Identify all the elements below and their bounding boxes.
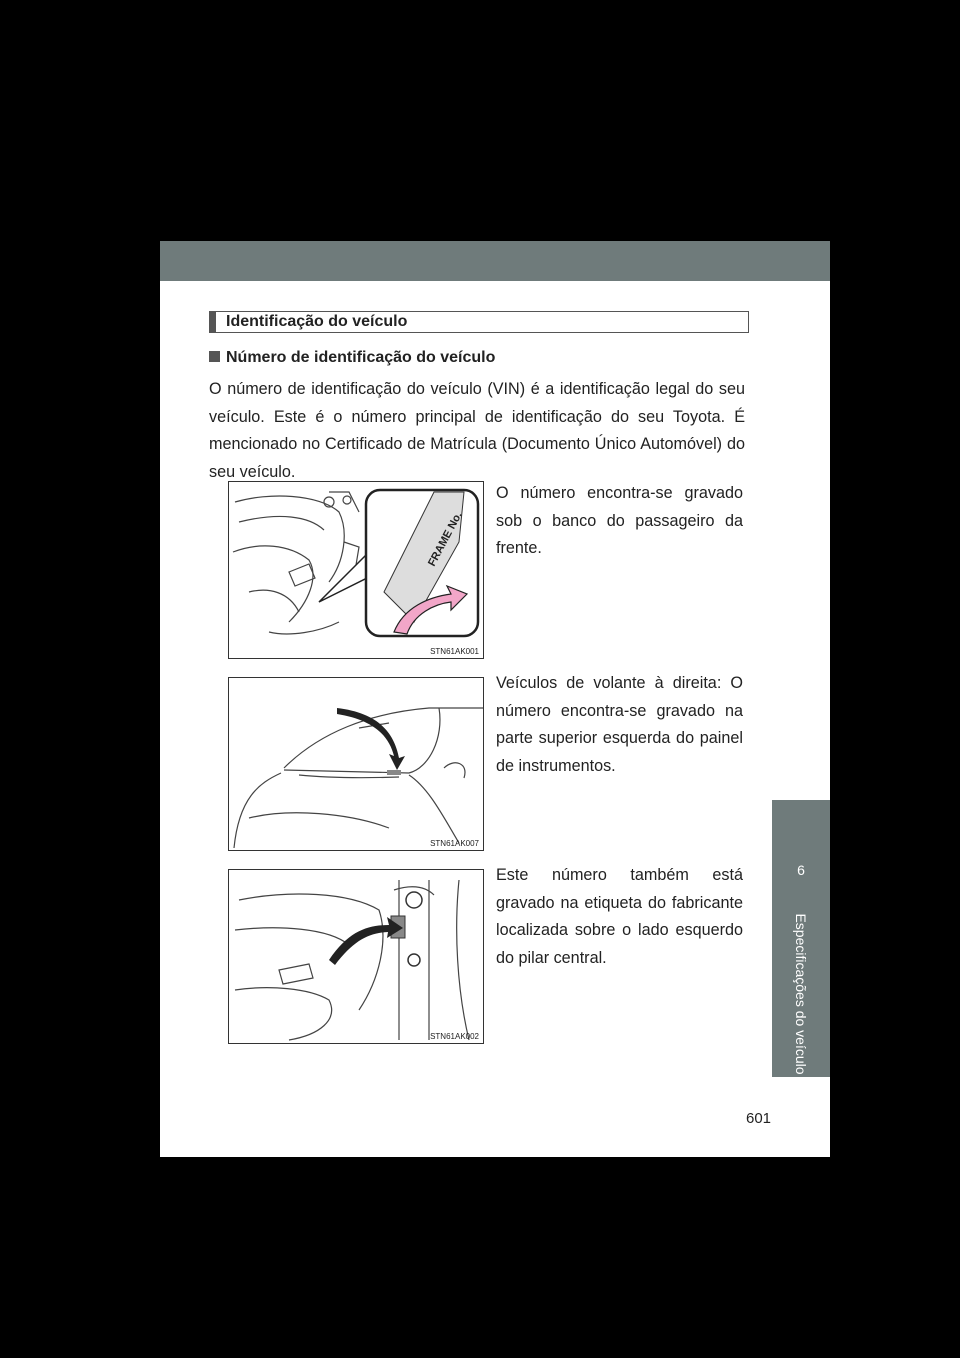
figure-code: STN61AK007 [430,839,479,848]
car-windshield-illustration [229,678,484,851]
pointer-arrow-icon [329,917,403,965]
subsection-title: Número de identificação do veículo [226,349,496,366]
figure-pillar [228,869,484,1044]
header-bar [160,241,830,281]
frame-no-label: FRAME No. [426,509,465,569]
page-number: 601 [746,1110,772,1127]
chapter-tab [772,800,830,1077]
figure-caption: O número encontra-se gravado sob o banco do passageiro da frente. [496,484,743,557]
section-title: Identificação do veículo [226,313,408,330]
figure-dashboard [228,677,484,851]
chapter-number: 6 [797,862,805,878]
pointer-arrow-icon [337,708,405,770]
figure-code: STN61AK001 [430,647,479,656]
square-bullet-icon [209,351,220,362]
chapter-title: Especificações do veículo [793,913,809,1075]
figure-code: STN61AK002 [430,1032,479,1041]
seat-illustration [229,482,484,659]
figure-caption: Veículos de volante à direita: O número encontra-se gravado na parte superior esquerda do painel de instrumentos. [496,674,743,775]
intro-paragraph: O número de identificação do veículo (VIN) é a identificação legal do seu veículo. Este é o número principal de identificação do seu Toyota. É mencionado no Certificado de Matrícula (Documento Único Automóvel) do seu veículo. [209,380,745,481]
section-heading [209,311,749,333]
section-heading-bar [210,312,216,332]
figure-caption: Este número também está gravado na etiqueta do fabricante localizada sobre o lado esquerdo do pilar central. [496,866,743,967]
pillar-illustration [229,870,484,1044]
figure-under-seat [228,481,484,659]
subsection-heading [209,349,495,367]
